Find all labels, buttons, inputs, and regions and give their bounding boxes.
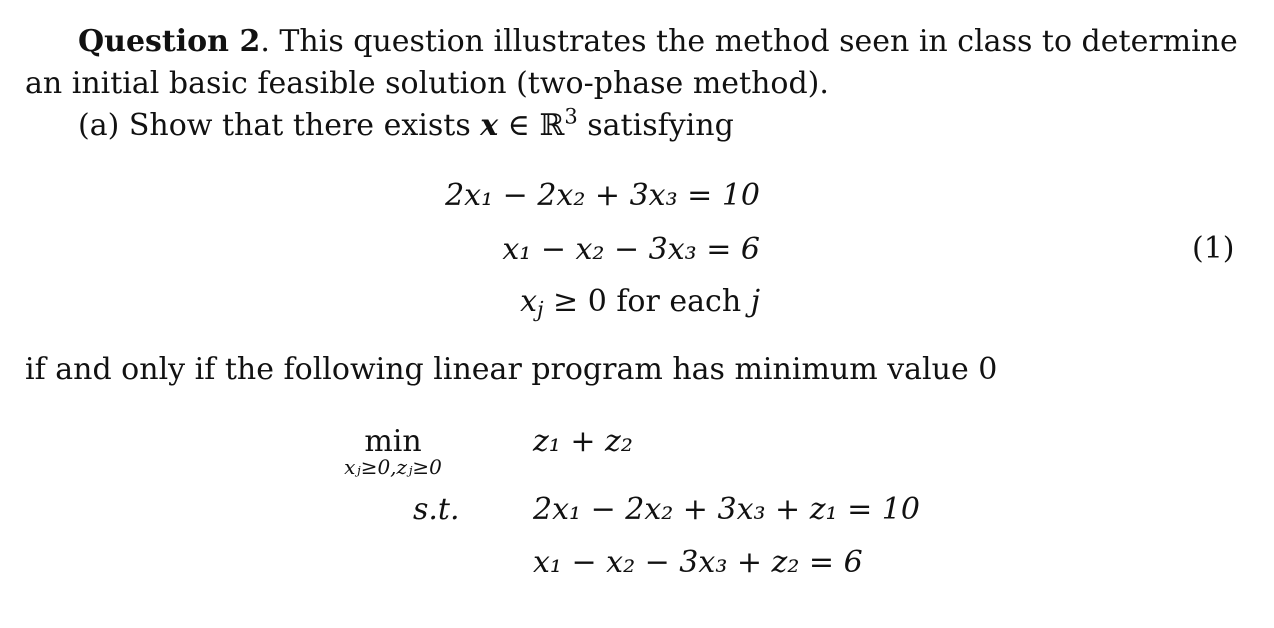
min-subscript: xⱼ≥0,zⱼ≥0 <box>344 455 442 479</box>
constraint-2: x₁ − x₂ − 3x₃ + z₂ = 6 <box>533 545 863 580</box>
in-reals: ∈ ℝ <box>498 108 565 143</box>
dimension: 3 <box>564 104 578 129</box>
objective-function: z₁ + z₂ <box>533 424 633 459</box>
nonneg-var: x <box>520 284 537 319</box>
equation-1: 2x₁ − 2x₂ + 3x₃ = 10 <box>445 178 760 213</box>
part-a-suffix: satisfying <box>577 108 734 143</box>
constraint-1: 2x₁ − 2x₂ + 3x₃ + z₁ = 10 <box>533 492 920 527</box>
connector-text: if and only if the following linear program has minimum value 0 <box>25 352 998 387</box>
question-intro: . This question illustrates the method seen in class to determine <box>260 24 1238 59</box>
question-label: Question 2 <box>78 24 261 59</box>
nonneg-sub: j <box>536 297 544 322</box>
equation-number: (1) <box>1192 231 1235 266</box>
nonneg-j: j <box>750 284 760 319</box>
vector-x: x <box>480 108 499 143</box>
question-intro-line2: an initial basic feasible solution (two-phase method). <box>25 66 829 101</box>
nonneg-text: ≥ 0 for each <box>543 284 751 319</box>
subject-to-label: s.t. <box>413 492 460 527</box>
part-a-prefix: (a) Show that there exists <box>78 108 481 143</box>
min-operator: min <box>364 424 422 459</box>
equation-2: x₁ − x₂ − 3x₃ = 6 <box>502 232 760 267</box>
